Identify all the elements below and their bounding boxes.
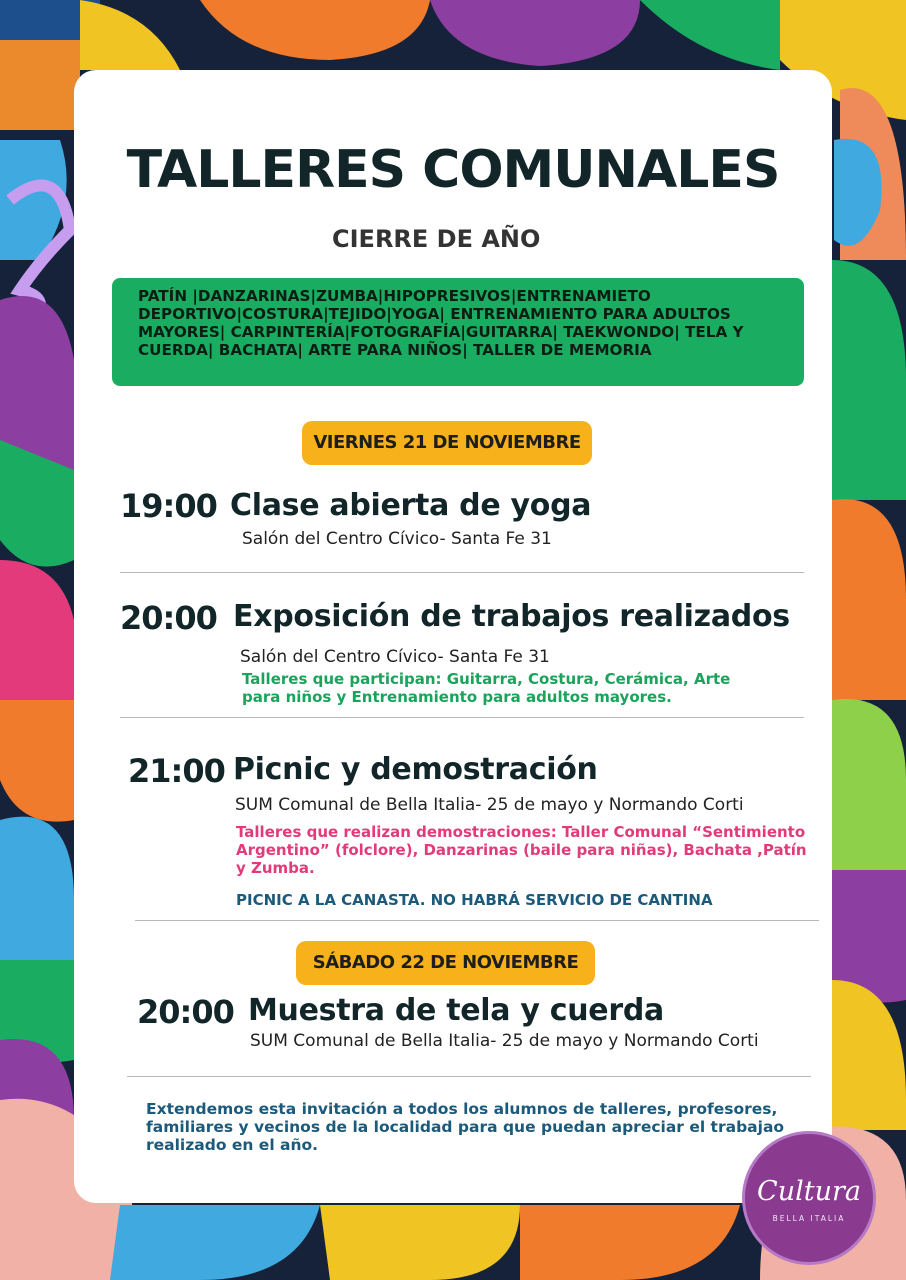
- event-note: Talleres que participan: Guitarra, Costura, Cerámica, Arte para niños y Entrenamiento para adultos mayores.: [242, 670, 731, 706]
- date-badge-saturday: SÁBADO 22 DE NOVIEMBRE: [296, 941, 595, 985]
- event-title: Picnic y demostración: [233, 752, 598, 787]
- event-time: 21:00: [128, 752, 225, 790]
- event-notice: PICNIC A LA CANASTA. NO HABRÁ SERVICIO DE CANTINA: [236, 891, 713, 909]
- logo-text: Cultura: [757, 1176, 861, 1207]
- event-title: Clase abierta de yoga: [230, 488, 592, 523]
- event-title: Muestra de tela y cuerda: [248, 993, 664, 1028]
- page-subtitle: CIERRE DE AÑO: [332, 225, 541, 253]
- date-badge-friday: VIERNES 21 DE NOVIEMBRE: [302, 421, 592, 465]
- page-title: TALLERES COMUNALES: [126, 140, 780, 200]
- divider: [135, 920, 819, 921]
- divider: [120, 572, 804, 573]
- event-time: 19:00: [120, 487, 217, 525]
- divider: [120, 717, 804, 718]
- event-location: SUM Comunal de Bella Italia- 25 de mayo y Normando Corti: [235, 795, 744, 815]
- divider: [127, 1076, 811, 1077]
- event-location: Salón del Centro Cívico- Santa Fe 31: [242, 529, 552, 549]
- event-time: 20:00: [120, 599, 217, 637]
- logo-subtext: BELLA ITALIA: [772, 1214, 846, 1223]
- workshops-list: PATÍN |DANZARINAS|ZUMBA|HIPOPRESIVOS|ENTRENAMIETO DEPORTIVO|COSTURA|TEJIDO|YOGA| ENTRENAMIENTO PARA ADULTOS MAYORES| CARPINTERÍA|FOTOGRAFÍA|GUITARRA| TAEKWONDO| TELA Y CUERDA| BACHATA| ARTE PARA NIÑOS| TALLER DE MEMORIA: [138, 287, 744, 359]
- event-title: Exposición de trabajos realizados: [233, 599, 790, 634]
- event-location: Salón del Centro Cívico- Santa Fe 31: [240, 647, 550, 667]
- event-note: Talleres que realizan demostraciones: Taller Comunal “Sentimiento Argentino” (folclore), Danzarinas (baile para niñas), Bachata ,Patín y Zumba.: [236, 823, 807, 877]
- invitation-text: Extendemos esta invitación a todos los alumnos de talleres, profesores, familiares y vecinos de la localidad para que puedan apreciar el trabajao realizado en el año.: [146, 1100, 785, 1154]
- cultura-logo: [742, 1131, 876, 1265]
- workshops-box: [112, 278, 804, 386]
- event-time: 20:00: [137, 993, 234, 1031]
- event-location: SUM Comunal de Bella Italia- 25 de mayo y Normando Corti: [250, 1031, 759, 1051]
